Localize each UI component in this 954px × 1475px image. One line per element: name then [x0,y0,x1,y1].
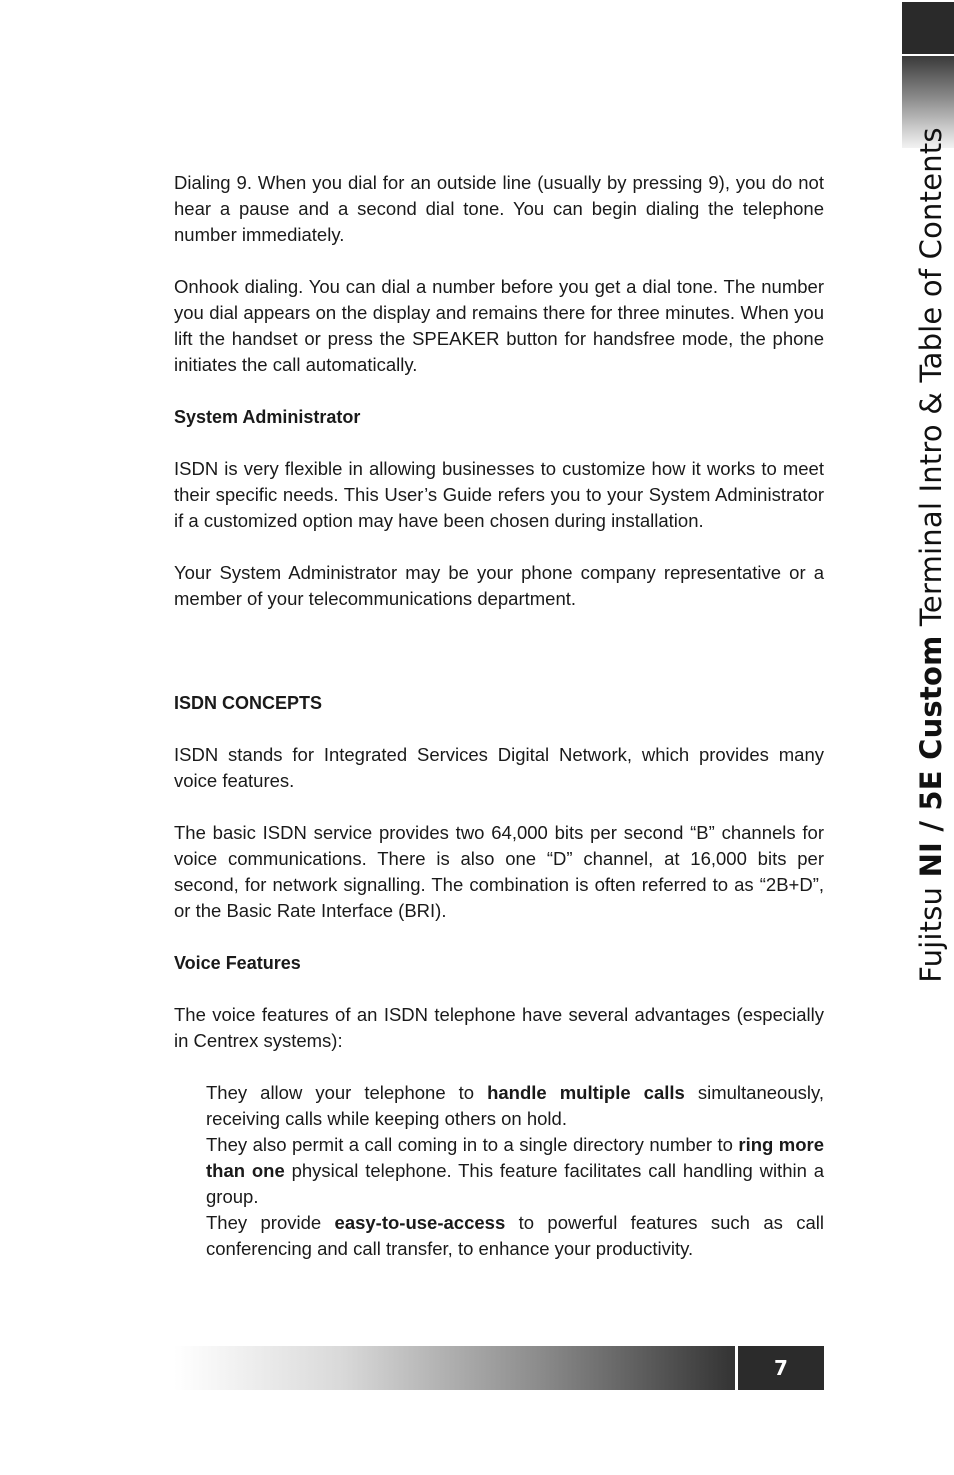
list-item-text: They provide [206,1212,335,1233]
heading-isdn-concepts: ISDN CONCEPTS [174,693,323,713]
footer-gradient-bar [174,1346,735,1390]
paragraph-onhook-dialing: Onhook dialing. You can dial a number before you get a dial tone. The number you dial appears on the display and remains there for three minutes. When you lift the handset or press the SPEAKER button for handsfree mode, the phone initiates the call automatically. [174,276,824,375]
page-number: 7 [738,1346,824,1390]
paragraph-isdn-flexible: ISDN is very flexible in allowing businesses to customize how it works to meet their specific needs. This User’s Guide refers you to your System Administrator if a customized option may have been chosen during installation. [174,458,824,531]
page-body [174,170,824,1262]
list-item-text: physical telephone. This feature facilitates call handling within a group. [206,1160,824,1207]
paragraph-your-system-administrator: Your System Administrator may be your phone company representative or a member of your telecommunications department. [174,562,824,609]
paragraph-isdn-stands-for: ISDN stands for Integrated Services Digital Network, which provides many voice features. [174,744,824,791]
voice-features-list [174,1080,824,1262]
list-item-emphasis: ring more than one [206,1134,824,1181]
list-item [206,1210,824,1262]
list-item-emphasis: handle multiple calls [487,1082,685,1103]
side-running-title-text [914,127,948,982]
thumb-tab-dark [902,2,954,54]
list-item-emphasis: easy-to-use-access [334,1212,506,1233]
list-item [206,1132,824,1210]
side-title-brand: Fujitsu [914,877,948,983]
paragraph-voice-features-intro: The voice features of an ISDN telephone have several advantages (especially in Centrex systems): [174,1004,824,1051]
heading-system-administrator: System Administrator [174,407,361,427]
side-title-model: NI / 5E Custom [914,635,948,878]
side-title-section: Terminal Intro & Table of Contents [914,127,948,636]
paragraph-basic-isdn-service: The basic ISDN service provides two 64,000 bits per second “B” channels for voice communications. There is also one “D” channel, at 16,000 bits per second, for network signalling. The combination is often referred to as “2B+D”, or the Basic Rate Interface (BRI). [174,822,824,921]
list-item-text: to powerful features such as call conferencing and call transfer, to enhance your productivity. [206,1212,824,1259]
paragraph-dialing-9: Dialing 9. When you dial for an outside line (usually by pressing 9), you do not hear a pause and a second dial tone. You can begin dialing the telephone number immediately. [174,172,824,245]
list-item [206,1080,824,1132]
heading-voice-features: Voice Features [174,953,301,973]
list-item-text: simultaneously, receiving calls while keeping others on hold. [206,1082,824,1129]
list-item-text: They also permit a call coming in to a single directory number to [206,1134,739,1155]
list-item-text: They allow your telephone to [206,1082,488,1103]
